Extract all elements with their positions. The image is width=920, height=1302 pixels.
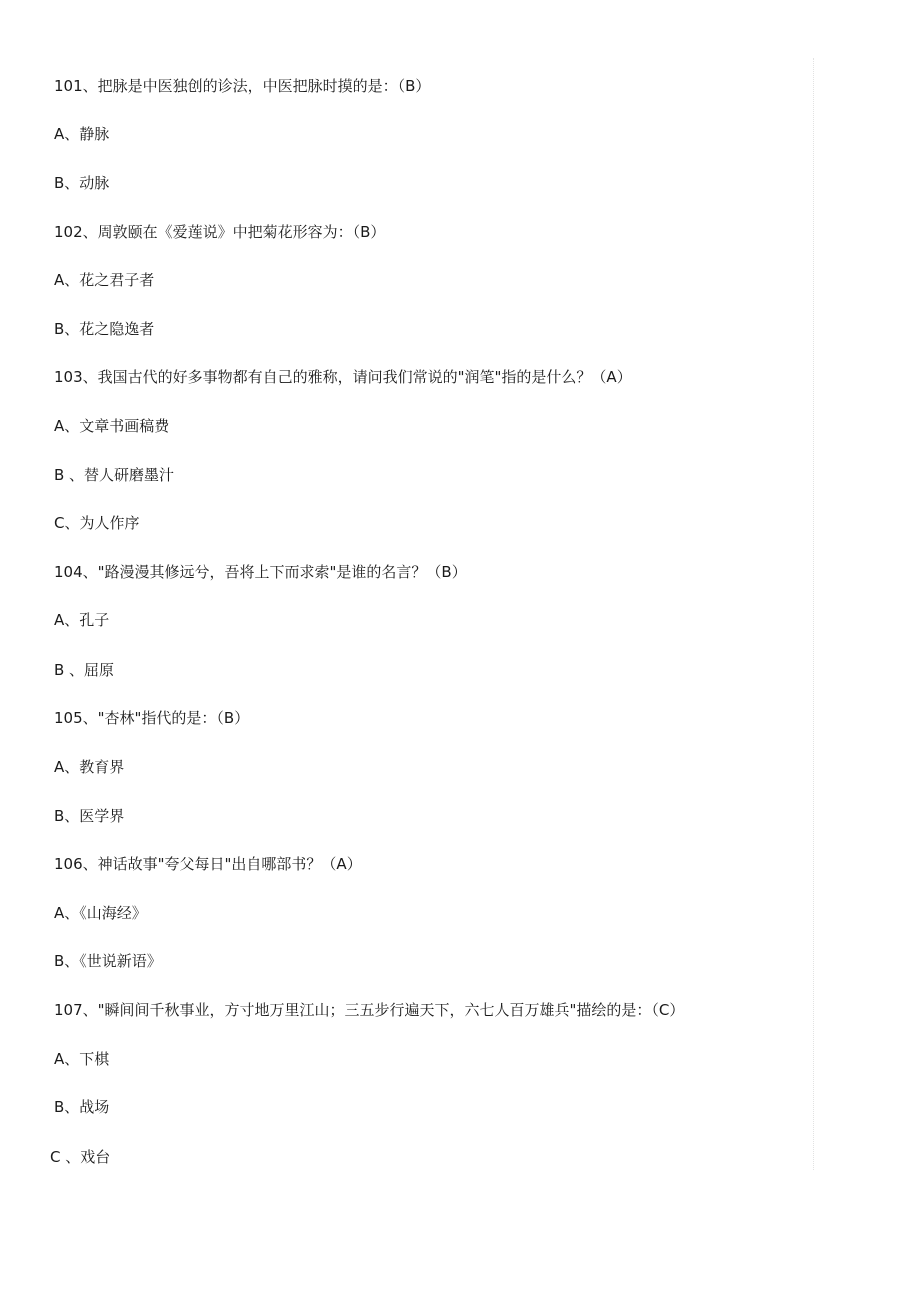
question-104: 104、"路漫漫其修远兮，吾将上下而求索"是谁的名言？（B）	[54, 563, 467, 581]
question-107: 107、"瞬间间千秋事业，方寸地万里江山；三五步行遍天下，六七人百万雄兵"描绘的是：（C）	[54, 1001, 685, 1019]
option-106-a: A、《山海经》	[54, 904, 147, 922]
option-105-a: A、教育界	[54, 758, 125, 776]
option-107-c: C 、戏台	[50, 1148, 111, 1166]
question-106: 106、神话故事"夸父每日"出自哪部书？（A）	[54, 855, 362, 873]
question-103: 103、我国古代的好多事物都有自己的雅称，请问我们常说的"润笔"指的是什么？（A）	[54, 368, 632, 386]
option-105-b: B、医学界	[54, 807, 125, 825]
question-102: 102、周敦颐在《爱莲说》中把菊花形容为：（B）	[54, 223, 386, 241]
option-101-b: B、动脉	[54, 174, 110, 192]
option-106-b: B、《世说新语》	[54, 952, 162, 970]
option-104-b: B 、屈原	[54, 661, 115, 679]
option-107-a: A、下棋	[54, 1050, 110, 1068]
option-107-b: B、战场	[54, 1098, 110, 1116]
option-103-a: A、文章书画稿费	[54, 417, 170, 435]
margin-rule	[813, 58, 814, 1170]
question-101: 101、把脉是中医独创的诊法，中医把脉时摸的是：（B）	[54, 77, 431, 95]
option-103-b: B 、替人研磨墨汁	[54, 466, 175, 484]
option-101-a: A、静脉	[54, 125, 110, 143]
option-103-c: C、为人作序	[54, 514, 140, 532]
option-102-b: B、花之隐逸者	[54, 320, 155, 338]
option-102-a: A、花之君子者	[54, 271, 155, 289]
option-104-a: A、孔子	[54, 611, 110, 629]
question-105: 105、"杏林"指代的是：（B）	[54, 709, 250, 727]
